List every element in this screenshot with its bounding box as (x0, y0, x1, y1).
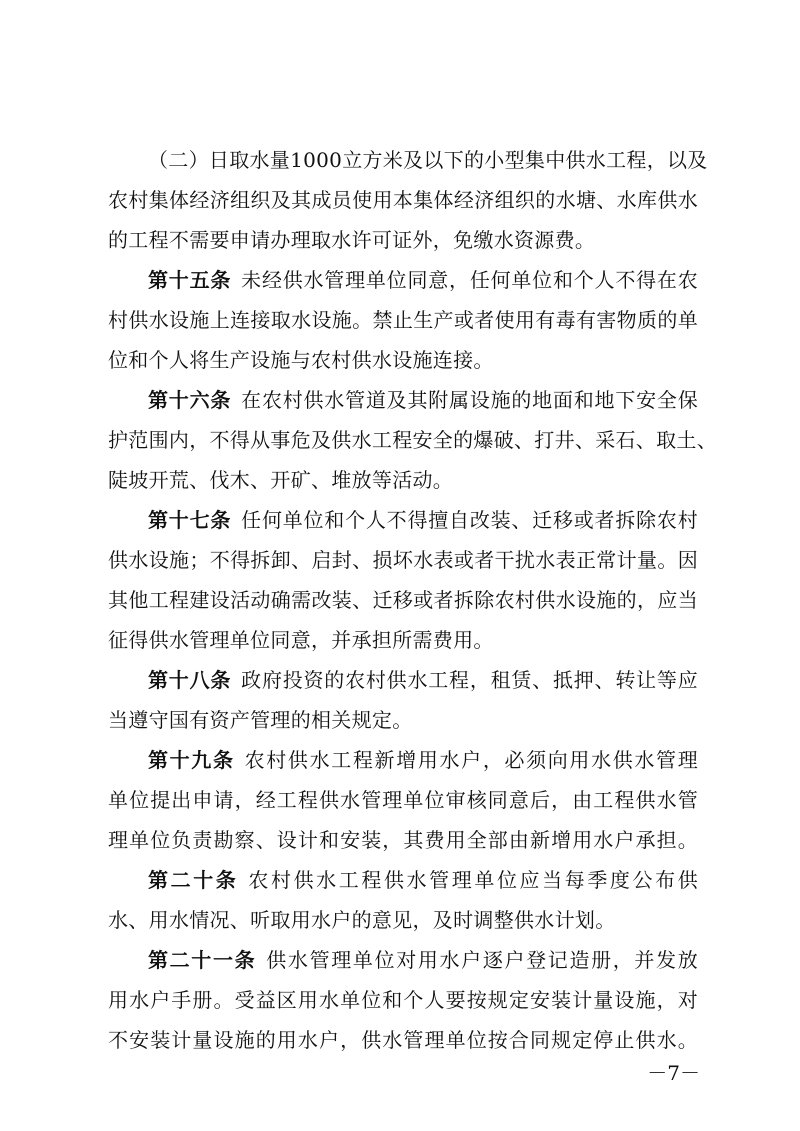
paragraph-line: 的工程不需要申请办理取水许可证外，免缴水资源费。 (108, 228, 596, 252)
paragraph-line: 护范围内，不得从事危及供水工程安全的爆破、打井、采石、取土、 (108, 428, 717, 452)
article-20-line: 第二十条 农村供水工程供水管理单位应当每季度公布供 (148, 868, 699, 892)
paragraph-line: 位和个人将生产设施与农村供水设施连接。 (108, 348, 494, 372)
page-number: －7－ (647, 1061, 700, 1085)
paragraph-line: （二）日取水量1000立方米及以下的小型集中供水工程，以及 (148, 148, 708, 172)
article-heading: 第十五条 (148, 268, 232, 292)
paragraph-line: 理单位负责勘察、设计和安装，其费用全部由新增用水户承担。 (108, 828, 698, 852)
paragraph-line: 不安装计量设施的用水户，供水管理单位按合同规定停止供水。 (108, 1028, 698, 1052)
article-heading: 第十六条 (148, 388, 232, 412)
article-heading: 第十八条 (148, 668, 232, 692)
paragraph-line: 水、用水情况、听取用水户的意见，及时调整供水计划。 (108, 908, 616, 932)
article-15-line: 第十五条 未经供水管理单位同意，任何单位和个人不得在农 (148, 268, 698, 292)
paragraph-line: 村供水设施上连接取水设施。禁止生产或者使用有毒有害物质的单 (108, 308, 698, 332)
paragraph-line: 用水户手册。受益区用水单位和个人要按规定安装计量设施，对 (108, 988, 698, 1012)
paragraph-line: 农村集体经济组织及其成员使用本集体经济组织的水塘、水库供水 (108, 188, 698, 212)
article-17-line: 第十七条 任何单位和个人不得擅自改装、迁移或者拆除农村 (148, 508, 698, 532)
paragraph-line: 当遵守国有资产管理的相关规定。 (108, 708, 413, 732)
article-heading: 第二十条 (148, 868, 239, 892)
article-21-line: 第二十一条 供水管理单位对用水户逐户登记造册，并发放 (148, 948, 699, 972)
paragraph-line: 单位提出申请，经工程供水管理单位审核同意后，由工程供水管 (108, 788, 698, 812)
article-18-line: 第十八条 政府投资的农村供水工程，租赁、抵押、转让等应 (148, 668, 698, 692)
article-heading: 第十七条 (148, 508, 232, 532)
paragraph-line: 陡坡开荒、伐木、开矿、堆放等活动。 (108, 468, 454, 492)
paragraph-line: 其他工程建设活动确需改装、迁移或者拆除农村供水设施的，应当 (108, 588, 698, 612)
paragraph-line: 征得供水管理单位同意，并承担所需费用。 (108, 628, 494, 652)
article-heading: 第十九条 (148, 748, 235, 772)
article-heading: 第二十一条 (148, 948, 257, 972)
article-16-line: 第十六条 在农村供水管道及其附属设施的地面和地下安全保 (148, 388, 698, 412)
paragraph-line: 供水设施；不得拆卸、启封、损坏水表或者干扰水表正常计量。因 (108, 548, 698, 572)
article-19-line: 第十九条 农村供水工程新增用水户，必须向用水供水管理 (148, 748, 698, 772)
